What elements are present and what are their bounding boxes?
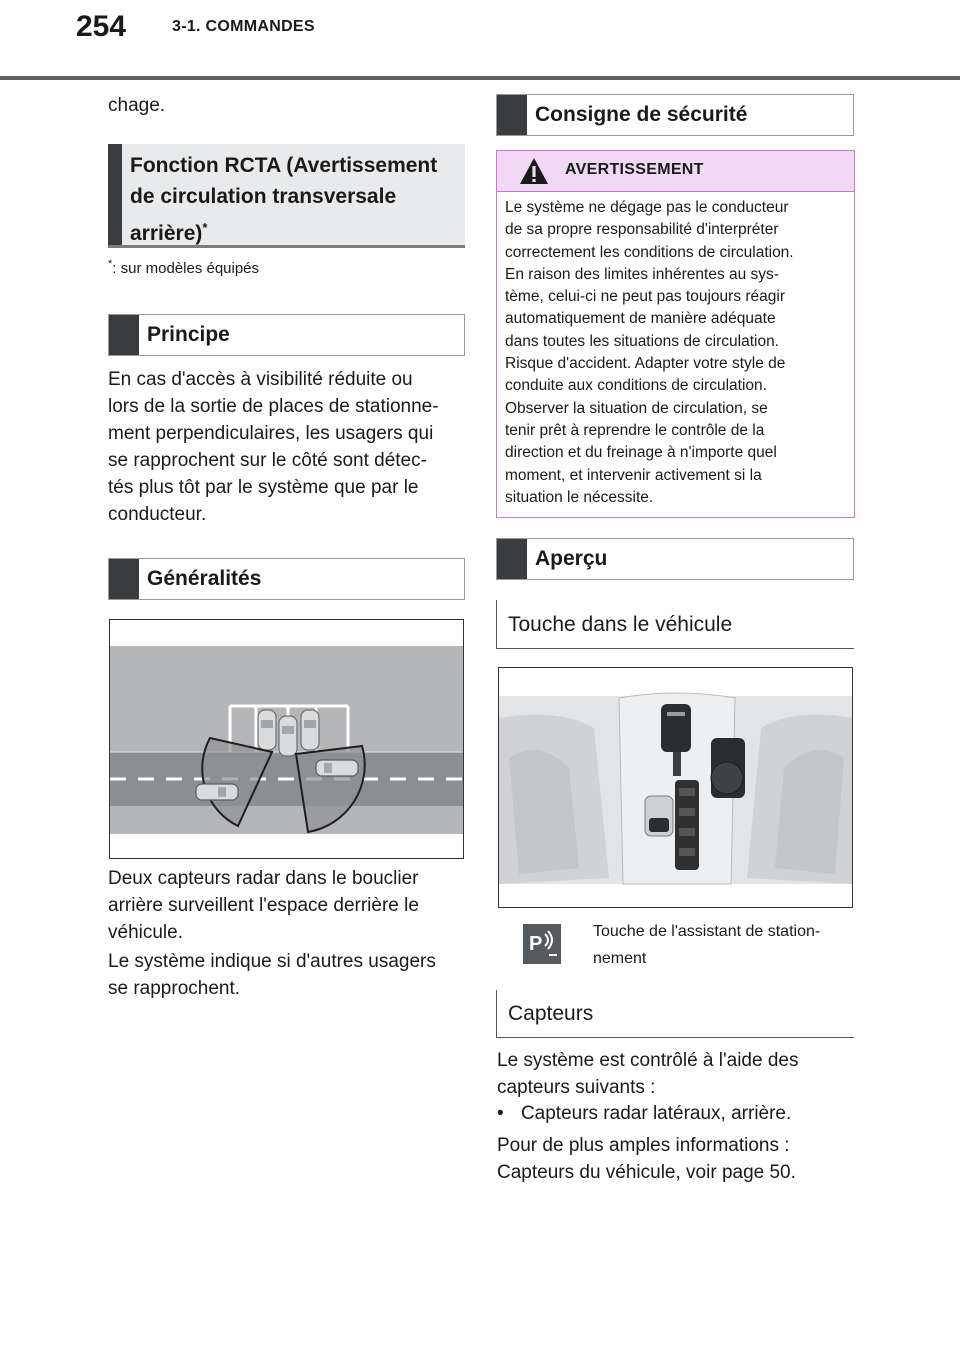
consigne-heading-box [496, 94, 854, 136]
text-line: Pour de plus amples informations : [497, 1135, 790, 1156]
warning-line: automatiquement de manière adéquate [505, 310, 776, 328]
text-line: ment perpendiculaires, les usagers qui [108, 423, 434, 444]
more-info-paragraph [497, 1132, 857, 1186]
parking-assistant-button-icon [523, 924, 561, 964]
warning-line: En raison des limites inhérentes au sys- [505, 265, 779, 283]
text-line: lors de la sortie de places de stationne- [108, 396, 439, 417]
subheading-bar [496, 990, 497, 1037]
warning-triangle-icon [519, 157, 549, 185]
warning-line: dans toutes les situations de circulation. [505, 332, 779, 350]
svg-text:P: P [529, 933, 543, 955]
warning-line: Risque d'accident. Adapter votre style de [505, 355, 786, 373]
caption-line: Touche de l'assistant de station- [593, 923, 821, 940]
parking-scene-image [110, 620, 464, 859]
warning-header [497, 151, 854, 192]
warning-line: tème, celui-ci ne peut pas toujours réagir [505, 288, 786, 306]
text-line: tés plus tôt par le système que par le [108, 477, 419, 498]
warning-line: tenir prêt à reprendre le contrôle de la [505, 421, 765, 439]
warning-box [496, 150, 855, 518]
header-rule [0, 76, 960, 80]
warning-title: AVERTISSEMENT [565, 161, 704, 178]
text-line: arrière surveillent l'espace derrière le [108, 895, 419, 916]
warning-line: moment, et intervenir activement si la [505, 466, 762, 484]
warning-line: Observer la situation de circulation, se [505, 399, 768, 417]
text-line: conducteur. [108, 504, 207, 525]
warning-line: situation le nécessite. [505, 488, 654, 506]
bullet-item [497, 1100, 857, 1127]
heading-bar [109, 315, 139, 355]
consigne-heading: Consigne de sécurité [535, 103, 748, 126]
capteurs-paragraph [497, 1047, 857, 1101]
page-number: 254 [76, 10, 127, 43]
subheading-rule [496, 648, 854, 649]
footnote-mark: * [108, 258, 113, 270]
console-image [498, 667, 853, 908]
bullet-text: Capteurs radar latéraux, arrière. [520, 1103, 792, 1124]
generalites-heading: Généralités [147, 567, 262, 590]
footnote-text: : sur modèles équipés [112, 260, 260, 277]
subheading-bar [496, 600, 497, 648]
text-line: véhicule. [108, 922, 183, 943]
rcta-heading [130, 150, 455, 249]
generalites-heading-box [108, 558, 465, 600]
warning-line: Le système ne dégage pas le conducteur [505, 199, 789, 216]
text-line: se rapprochent. [108, 978, 241, 999]
text-line: se rapprochent sur le côté sont détec- [108, 450, 427, 471]
caption-line: nement [593, 950, 647, 967]
heading-bar [497, 95, 527, 135]
capteurs-heading: Capteurs [508, 1002, 594, 1025]
heading-bar [497, 539, 527, 579]
warning-line: direction et du freinage à n'importe quel [505, 444, 777, 462]
parking-p-icon [523, 924, 561, 964]
rcta-footnote-mark: * [202, 220, 208, 235]
heading-bar [108, 144, 122, 245]
warning-line: conduite aux conditions de circulation. [505, 377, 767, 395]
section-title: 3-1. COMMANDES [172, 18, 315, 35]
principe-heading-box [108, 314, 465, 356]
warning-line: correctement les conditions de circulation. [505, 243, 794, 261]
text-line: Deux capteurs radar dans le bouclier [108, 868, 419, 889]
warning-text [505, 197, 844, 509]
generalites-paragraph-2 [108, 948, 468, 1002]
touche-heading: Touche dans le véhicule [508, 613, 733, 636]
text-line: Le système est contrôlé à l'aide des [497, 1050, 799, 1071]
principe-heading: Principe [147, 323, 230, 346]
generalites-paragraph-1 [108, 865, 468, 946]
bullet-symbol: • [497, 1103, 504, 1124]
footnote [108, 258, 259, 277]
warning-line: de sa propre responsabilité d'interpréter [505, 221, 779, 239]
text-line: Le système indique si d'autres usagers [108, 951, 436, 972]
text-line: Capteurs du véhicule, voir page 50. [497, 1162, 796, 1183]
rcta-heading-line2: de circulation transversale [130, 185, 397, 208]
rcta-illustration [109, 619, 464, 859]
rcta-heading-line1: Fonction RCTA (Avertissement [130, 154, 438, 177]
continuation-text: chage. [108, 95, 166, 116]
center-console-image [499, 668, 853, 908]
heading-bar [109, 559, 139, 599]
button-caption [593, 918, 820, 972]
apercu-heading-box [496, 538, 854, 580]
text-line: En cas d'accès à visibilité réduite ou [108, 369, 413, 390]
rcta-heading-line3: arrière) [130, 222, 203, 245]
text-line: capteurs suivants : [497, 1077, 656, 1098]
subheading-rule [496, 1037, 854, 1038]
apercu-heading: Aperçu [535, 547, 608, 570]
rcta-heading-box [108, 144, 465, 248]
principe-paragraph [108, 366, 468, 528]
